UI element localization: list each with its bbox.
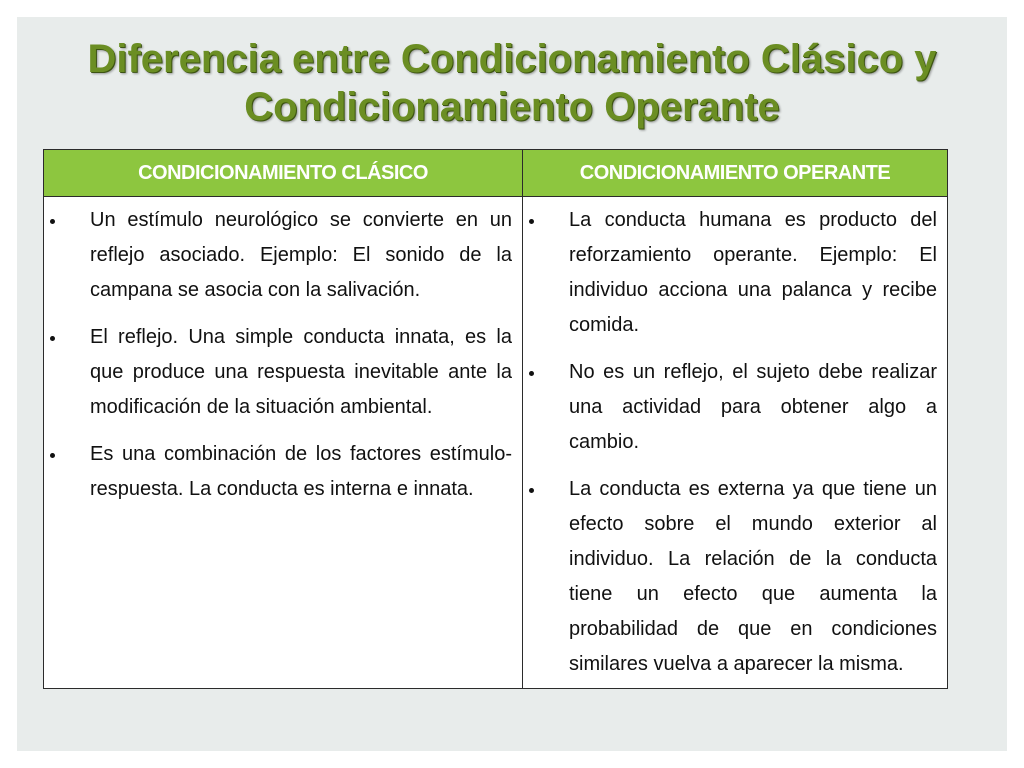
clasico-point-3: Es una combinación de los factores estímulo-respuesta. La conducta es interna e innata. (90, 443, 512, 500)
list-item (523, 355, 937, 460)
clasico-list (44, 203, 512, 507)
header-clasico: CONDICIONAMIENTO CLÁSICO (44, 150, 523, 197)
slide-title (17, 35, 1007, 131)
title-line-2: Condicionamiento Operante (244, 85, 780, 129)
clasico-cell (44, 197, 523, 689)
bullet-icon (529, 219, 534, 224)
bullet-icon (529, 488, 534, 493)
bullet-icon (50, 219, 55, 224)
header-operante: CONDICIONAMIENTO OPERANTE (523, 150, 948, 197)
clasico-point-2: El reflejo. Una simple conducta innata, es la que produce una respuesta inevitable ante la modificación de la situación ambiental. (90, 326, 512, 418)
bullet-icon (529, 371, 534, 376)
title-line-1: Diferencia entre Condicionamiento Clásico y (87, 37, 937, 81)
clasico-point-1: Un estímulo neurológico se convierte en un reflejo asociado. Ejemplo: El sonido de la campana se asocia con la salivación. (90, 209, 512, 301)
operante-point-2: No es un reflejo, el sujeto debe realizar una actividad para obtener algo a cambio. (569, 361, 937, 453)
operante-cell (523, 197, 948, 689)
list-item (44, 203, 512, 308)
list-item (523, 472, 937, 682)
bullet-icon (50, 453, 55, 458)
operante-point-3: La conducta es externa ya que tiene un efecto sobre el mundo exterior al individuo. La relación de la conducta tiene un efecto que aumenta la probabilidad de que en condiciones similares vuelva a aparecer la misma. (569, 478, 937, 675)
table-body-row (44, 197, 948, 689)
comparison-table (43, 149, 948, 689)
operante-list (523, 203, 937, 682)
table-header-row (44, 150, 948, 197)
operante-point-1: La conducta humana es producto del reforzamiento operante. Ejemplo: El individuo acciona una palanca y recibe comida. (569, 209, 937, 336)
list-item (44, 437, 512, 507)
bullet-icon (50, 336, 55, 341)
list-item (523, 203, 937, 343)
list-item (44, 320, 512, 425)
